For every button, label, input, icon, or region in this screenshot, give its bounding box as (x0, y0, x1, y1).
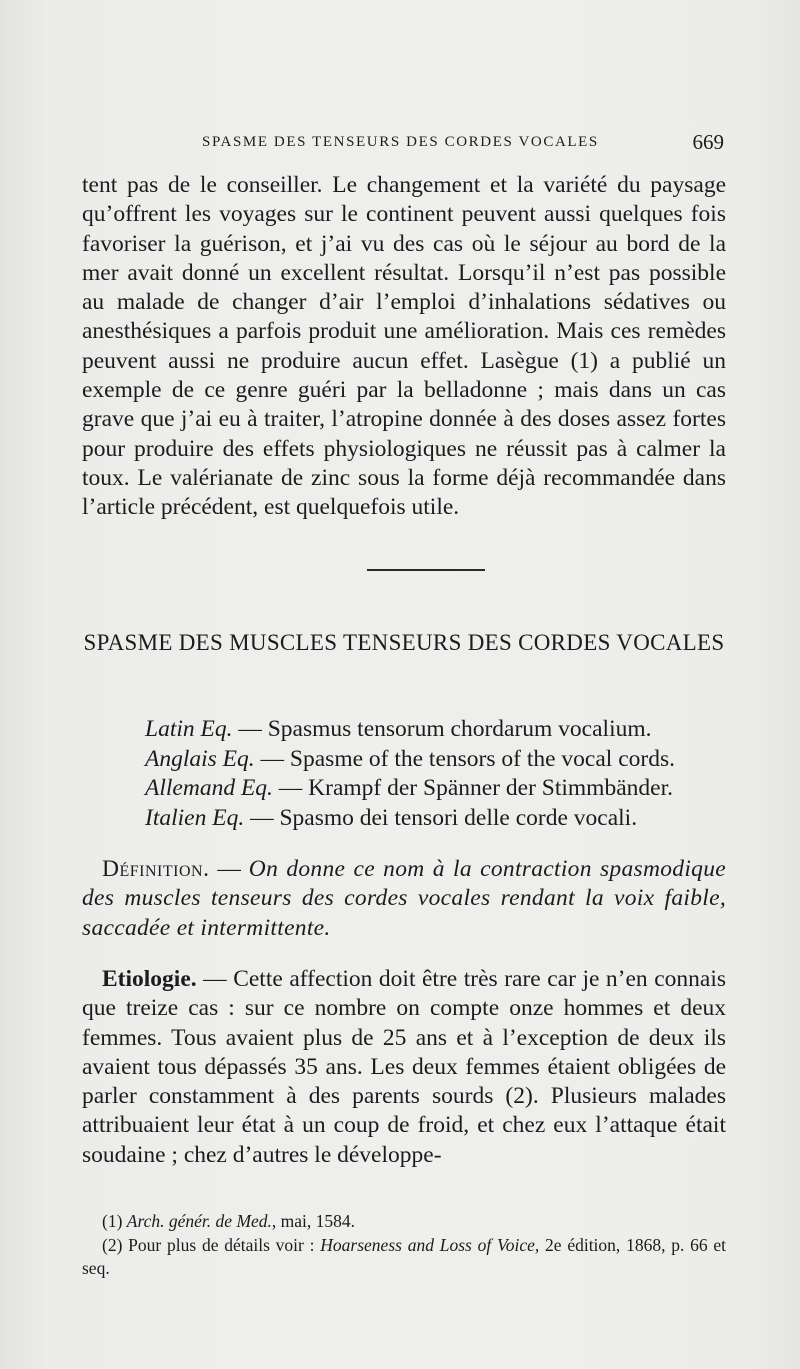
footnote-rest: 2e édition, 1868, p. 66 et seq. (82, 1234, 727, 1278)
equivalents-list (145, 715, 730, 833)
intro-paragraph: tent pas de le conseiller. Le changement et la variété du paysage qu’offrent les voyages sur le continent peuvent aussi quelques fois favoriser la guérison, et j’ai vu des cas où le séjour au bord de la mer avait donné un excellent résultat. Lorsqu’il n’est pas possible au malade de changer d’air l’emploi d’inhalations sédatives ou anesthésiques a parfois produit une amélioration. Mais ces remèdes peuvent aussi ne produire aucun effet. Lasègue (1) a publié un exemple de ce genre guéri par la belladonne ; mais dans un cas grave que j’ai eu à traiter, l’atropine donnée à des doses assez fortes pour produire des effets physiologiques ne réussit pas à calmer la toux. Le valérianate de zinc sous la forme déjà recommandée dans l’article précédent, est quelquefois utile. (82, 172, 726, 521)
etiologie-label: Etiologie. (102, 966, 197, 992)
running-head (82, 130, 724, 158)
footnote-1 (82, 1210, 726, 1234)
etiologie-text: — Cette affection doit être très rare car je n’en connais que treize cas : sur ce nombre on compte onze hommes et deux femmes. Tous avaient plus de 25 ans et à l’exception de deux ils avaient tous dépassés 35 ans. Les deux femmes étaient obligées de parler constamment à des parents sourds (2). Plusieurs malades attribuaient leur état à un coup de froid, et chez eux l’attaque était soudaine ; chez d’autres le développe- (82, 966, 726, 1168)
equivalent-italien (145, 804, 730, 834)
definition-dash: — (209, 856, 249, 882)
definition-paragraph (82, 855, 726, 943)
footnote-mark: (1) (102, 1211, 127, 1231)
section-divider (367, 569, 485, 571)
definition-label: Définition. (102, 856, 210, 882)
footnotes (82, 1210, 726, 1281)
running-head-title: SPASME DES TENSEURS DES CORDES VOCALES (202, 134, 599, 150)
equivalent-lang: Italien Eq. (145, 804, 245, 831)
footnote-source: Hoarseness and Loss of Voice, (320, 1234, 540, 1255)
equivalent-text: — Spasmus tensorum chordarum vocalium. (238, 716, 652, 742)
footnote-mark: (2) Pour plus de détails voir : (102, 1234, 321, 1255)
footnote-source: Arch. génér. de Med. (126, 1211, 272, 1231)
equivalent-lang: Allemand Eq. (145, 775, 273, 801)
equivalent-text: — Krampf der Spänner der Stimmbänder. (278, 775, 673, 801)
footnote-2 (82, 1234, 726, 1281)
equivalent-anglais (145, 745, 730, 775)
footnote-rest: , mai, 1584. (271, 1211, 356, 1231)
equivalent-text: — Spasme of the tensors of the vocal cords. (260, 745, 675, 772)
page-number: 669 (692, 130, 724, 154)
equivalent-lang: Anglais Eq. (145, 745, 255, 772)
definition-text: On donne ce nom à la contraction spasmodique des muscles tenseurs des cordes vocales rendant la voix faible, saccadée et intermittente. (82, 856, 727, 941)
equivalent-allemand (145, 774, 730, 804)
equivalent-text: — Spasmo dei tensori delle corde vocali. (250, 804, 638, 831)
etiologie-paragraph (82, 965, 726, 1170)
equivalent-lang: Latin Eq. (145, 716, 233, 742)
section-title: SPASME DES MUSCLES TENSEURS DES CORDES VOCALES (83, 630, 725, 655)
equivalent-latin (145, 715, 730, 745)
